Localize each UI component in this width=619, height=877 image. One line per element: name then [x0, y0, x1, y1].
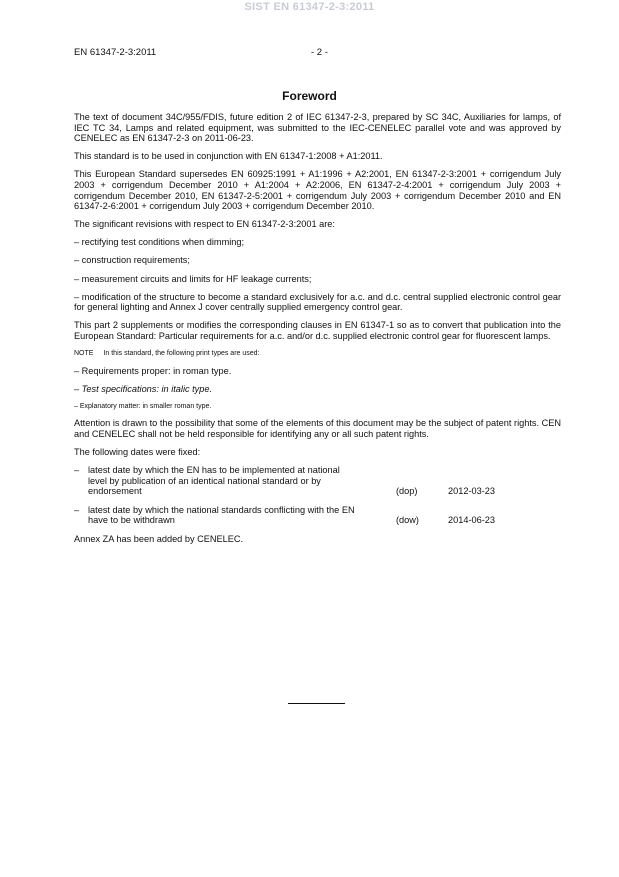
- date-row-dop: [74, 465, 561, 497]
- note: [74, 349, 561, 358]
- paragraph-annex: Annex ZA has been added by CENELEC.: [74, 533, 244, 544]
- date-value: 2014-06-23: [448, 515, 495, 526]
- paragraph-revisions-intro: The significant revisions with respect to EN 61347-2-3:2001 are:: [74, 219, 335, 230]
- page-number: - 2 -: [311, 47, 328, 58]
- paragraph-conjunction: This standard is to be used in conjunction with EN 61347-1:2008 + A1:2011.: [74, 151, 383, 162]
- closing-rule: [288, 703, 345, 704]
- revision-item: – modification of the structure to become a standard exclusively for a.c. and d.c. central supplied electronic control gear for general lighting and Annex J cover centrally supplied emergency control gear.: [74, 291, 561, 313]
- page-title: Foreword: [282, 89, 337, 103]
- date-dash: –: [74, 464, 80, 475]
- date-dash: –: [74, 504, 80, 515]
- print-type-italic: – Test specifications: in italic type.: [74, 383, 213, 394]
- date-row-dow: [74, 505, 561, 526]
- date-value: 2012-03-23: [448, 486, 495, 497]
- paragraph-dates-intro: The following dates were fixed:: [74, 446, 201, 457]
- date-description: latest date by which the national standards conflicting with the EN have to be withdrawn: [88, 504, 355, 526]
- document-id: EN 61347-2-3:2011: [74, 47, 157, 58]
- revision-item: – measurement circuits and limits for HF leakage currents;: [74, 273, 312, 284]
- paragraph-part2: This part 2 supplements or modifies the corresponding clauses in EN 61347-1 so as to convert that publication into the European Standard: Particular requirements for a.c. and/or d.c. supplied electronic control gear for fluorescent lamps.: [74, 320, 561, 341]
- print-type-roman: – Requirements proper: in roman type.: [74, 365, 232, 376]
- date-abbreviation: (dow): [396, 515, 419, 526]
- note-text: In this standard, the following print types are used:: [103, 350, 260, 357]
- paragraph-patent: Attention is drawn to the possibility that some of the elements of this document may be the subject of patent rights. CEN and CENELEC shall not be held responsible for identifying any or all such patent rights.: [74, 418, 561, 439]
- revision-item: – construction requirements;: [74, 255, 190, 266]
- print-type-small: – Explanatory matter: in smaller roman type.: [74, 402, 212, 410]
- date-description: latest date by which the EN has to be implemented at national level by publication of an identical national standard or by endorsement: [88, 464, 340, 497]
- page-header: [74, 47, 554, 61]
- foreword-body: [74, 112, 561, 552]
- revision-item: – rectifying test conditions when dimming;: [74, 237, 245, 248]
- paragraph-intro: The text of document 34C/955/FDIS, future edition 2 of IEC 61347-2-3, prepared by SC 34C, Auxiliaries for lamps, of IEC TC 34, Lamps and related equipment, was submitted to the IEC-CENELEC parallel vote and was approved by CENELEC as EN 61347-2-3 on 2011-06-23.: [74, 112, 561, 144]
- watermark-text: SIST EN 61347-2-3:2011: [244, 1, 375, 13]
- paragraph-supersedes: This European Standard supersedes EN 60925:1991 + A1:1996 + A2:2001, EN 61347-2-3:2001 + corrigendum July 2003 + corrigendum December 2010 + A1:2004 + A2:2006, EN 61347-2-4:2001 + corrigendum July 2003 + corrigendum December 2010, EN 61347-2-5:2001 + corrigendum July 2003 + corrigendum December 2010 and EN 61347-2-6:2001 + corrigendum July 2003 + corrigendum December 2010.: [74, 169, 561, 212]
- date-abbreviation: (dop): [396, 486, 418, 497]
- dates-list: [74, 465, 561, 526]
- note-label: NOTE: [74, 350, 94, 357]
